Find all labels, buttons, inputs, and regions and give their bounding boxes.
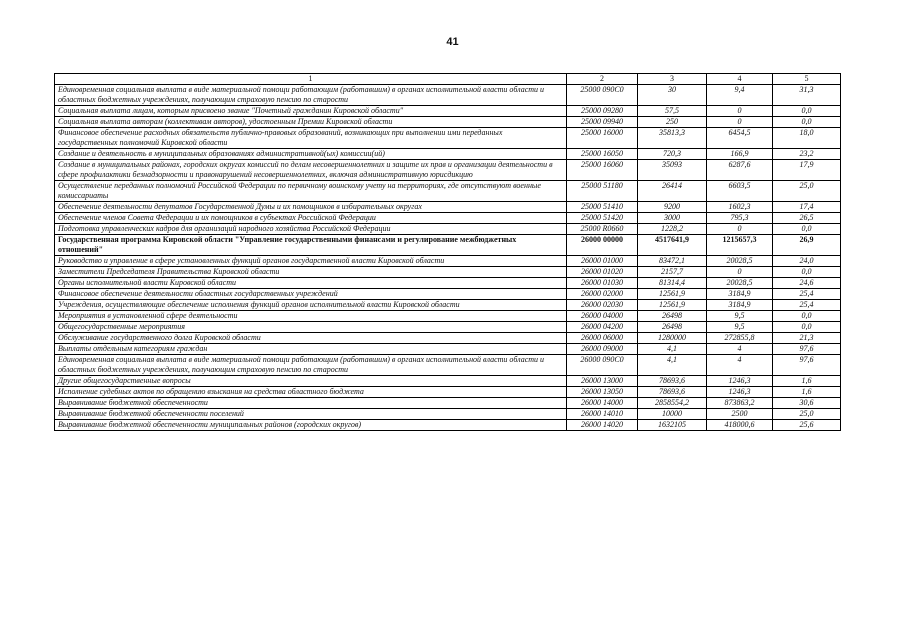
row-value-col4: 1246,3 xyxy=(707,376,773,387)
row-code: 26000 04000 xyxy=(567,311,638,322)
row-value-col4: 795,3 xyxy=(707,213,773,224)
row-name: Обеспечение членов Совета Федерации и их помощников в субъектах Российской Федерации xyxy=(55,213,567,224)
table-row xyxy=(55,300,841,311)
row-value-col5: 97,6 xyxy=(773,355,841,376)
row-code: 26000 13000 xyxy=(567,376,638,387)
row-name: Единовременная социальная выплата в виде материальной помощи работающим (работавшим) в органах исполнительной власти области и областных бюджетных учреждениях, получающим страховую пенсию по старости xyxy=(55,85,567,106)
header-col-2: 2 xyxy=(567,74,638,85)
row-name: Выравнивание бюджетной обеспеченности xyxy=(55,398,567,409)
row-code: 26000 00000 xyxy=(567,235,638,256)
row-value-col3: 10000 xyxy=(638,409,707,420)
row-value-col5: 26,5 xyxy=(773,213,841,224)
header-col-3: 3 xyxy=(638,74,707,85)
header-col-4: 4 xyxy=(707,74,773,85)
table-header-row xyxy=(55,74,841,85)
row-value-col4: 6454,5 xyxy=(707,128,773,149)
row-code: 25000 16000 xyxy=(567,128,638,149)
row-value-col5: 24,0 xyxy=(773,256,841,267)
table-row xyxy=(55,409,841,420)
row-name: Финансовое обеспечение расходных обязательств публично-правовых образований, возникающих при выполнении ими переданных государственных полномочий Кировской области xyxy=(55,128,567,149)
row-name: Создание и деятельность в муниципальных образованиях административной(ых) комиссии(ий) xyxy=(55,149,567,160)
table-row xyxy=(55,235,841,256)
table-row xyxy=(55,160,841,181)
table-row xyxy=(55,278,841,289)
row-value-col4: 20028,5 xyxy=(707,256,773,267)
row-code: 26000 04200 xyxy=(567,322,638,333)
row-value-col4: 9,4 xyxy=(707,85,773,106)
row-name: Финансовое обеспечение деятельности областных государственных учреждений xyxy=(55,289,567,300)
row-value-col3: 26498 xyxy=(638,322,707,333)
row-value-col5: 0,0 xyxy=(773,224,841,235)
row-name: Социальная выплата лицам, которым присвоено звание "Почетный гражданин Кировской области" xyxy=(55,106,567,117)
row-value-col5: 0,0 xyxy=(773,311,841,322)
table-row xyxy=(55,181,841,202)
table-body xyxy=(55,85,841,431)
table-row xyxy=(55,333,841,344)
row-value-col5: 30,6 xyxy=(773,398,841,409)
table-row xyxy=(55,128,841,149)
row-value-col5: 23,2 xyxy=(773,149,841,160)
table-row xyxy=(55,202,841,213)
row-value-col5: 0,0 xyxy=(773,117,841,128)
row-value-col5: 97,6 xyxy=(773,344,841,355)
row-value-col5: 0,0 xyxy=(773,106,841,117)
row-code: 26000 090С0 xyxy=(567,355,638,376)
row-value-col4: 4 xyxy=(707,355,773,376)
row-name: Осуществление переданных полномочий Российской Федерации по первичному воинскому учету на территориях, где отсутствуют военные комиссариаты xyxy=(55,181,567,202)
row-value-col3: 26498 xyxy=(638,311,707,322)
row-value-col3: 4,1 xyxy=(638,344,707,355)
row-value-col5: 17,4 xyxy=(773,202,841,213)
row-value-col3: 35813,3 xyxy=(638,128,707,149)
table-row xyxy=(55,224,841,235)
row-value-col5: 18,0 xyxy=(773,128,841,149)
row-code: 26000 09000 xyxy=(567,344,638,355)
table-row xyxy=(55,149,841,160)
row-value-col4: 873863,2 xyxy=(707,398,773,409)
table-row xyxy=(55,420,841,431)
row-value-col3: 1228,2 xyxy=(638,224,707,235)
row-value-col4: 0 xyxy=(707,224,773,235)
table-row xyxy=(55,355,841,376)
row-value-col3: 78693,6 xyxy=(638,387,707,398)
row-value-col5: 24,6 xyxy=(773,278,841,289)
table-row xyxy=(55,398,841,409)
row-value-col3: 1632105 xyxy=(638,420,707,431)
row-value-col5: 0,0 xyxy=(773,267,841,278)
table-row xyxy=(55,311,841,322)
row-name: Обслуживание государственного долга Кировской области xyxy=(55,333,567,344)
row-value-col4: 0 xyxy=(707,267,773,278)
row-code: 25000 51420 xyxy=(567,213,638,224)
row-value-col4: 4 xyxy=(707,344,773,355)
row-value-col4: 6603,5 xyxy=(707,181,773,202)
row-value-col3: 12561,9 xyxy=(638,300,707,311)
row-value-col5: 25,6 xyxy=(773,420,841,431)
row-value-col3: 35093 xyxy=(638,160,707,181)
row-code: 26000 13050 xyxy=(567,387,638,398)
row-name: Другие общегосударственные вопросы xyxy=(55,376,567,387)
row-value-col3: 3000 xyxy=(638,213,707,224)
row-value-col4: 0 xyxy=(707,106,773,117)
row-name: Руководство и управление в сфере установленных функций органов государственной власти Кировской области xyxy=(55,256,567,267)
row-value-col4: 1215657,3 xyxy=(707,235,773,256)
row-value-col5: 25,4 xyxy=(773,300,841,311)
row-value-col3: 720,3 xyxy=(638,149,707,160)
row-value-col5: 26,9 xyxy=(773,235,841,256)
row-value-col3: 83472,1 xyxy=(638,256,707,267)
row-value-col4: 20028,5 xyxy=(707,278,773,289)
row-name: Заместители Председателя Правительства Кировской области xyxy=(55,267,567,278)
row-value-col4: 272855,8 xyxy=(707,333,773,344)
table-row xyxy=(55,106,841,117)
row-code: 25000 16060 xyxy=(567,160,638,181)
row-name: Государственная программа Кировской области "Управление государственными финансами и регулирование межбюджетных отношений" xyxy=(55,235,567,256)
header-col-1: 1 xyxy=(55,74,567,85)
row-name: Исполнение судебных актов по обращению взыскания на средства областного бюджета xyxy=(55,387,567,398)
row-value-col4: 9,5 xyxy=(707,311,773,322)
row-value-col4: 2500 xyxy=(707,409,773,420)
row-value-col3: 78693,6 xyxy=(638,376,707,387)
row-value-col5: 25,0 xyxy=(773,409,841,420)
table-row xyxy=(55,376,841,387)
row-code: 26000 02000 xyxy=(567,289,638,300)
row-name: Единовременная социальная выплата в виде материальной помощи работающим (работавшим) в органах исполнительной власти области и областных бюджетных учреждениях, получающим страховую пенсию по старости xyxy=(55,355,567,376)
row-value-col5: 0,0 xyxy=(773,322,841,333)
row-value-col3: 12561,9 xyxy=(638,289,707,300)
table-row xyxy=(55,85,841,106)
row-value-col4: 3184,9 xyxy=(707,289,773,300)
row-value-col3: 4,1 xyxy=(638,355,707,376)
row-code: 26000 02030 xyxy=(567,300,638,311)
row-code: 25000 09940 xyxy=(567,117,638,128)
row-name: Учреждения, осуществляющие обеспечение исполнения функций органов исполнительной власти Кировской области xyxy=(55,300,567,311)
row-value-col4: 1246,3 xyxy=(707,387,773,398)
table-row xyxy=(55,117,841,128)
row-name: Подготовка управленческих кадров для организаций народного хозяйства Российской Федерации xyxy=(55,224,567,235)
row-value-col4: 3184,9 xyxy=(707,300,773,311)
row-value-col3: 30 xyxy=(638,85,707,106)
table-row xyxy=(55,267,841,278)
table-row xyxy=(55,344,841,355)
row-value-col5: 21,3 xyxy=(773,333,841,344)
row-value-col5: 25,4 xyxy=(773,289,841,300)
row-value-col5: 1,6 xyxy=(773,387,841,398)
row-value-col4: 9,5 xyxy=(707,322,773,333)
row-value-col3: 4517641,9 xyxy=(638,235,707,256)
row-value-col4: 6287,6 xyxy=(707,160,773,181)
table-row xyxy=(55,256,841,267)
row-name: Выравнивание бюджетной обеспеченности муниципальных районов (городских округов) xyxy=(55,420,567,431)
row-value-col3: 2858554,2 xyxy=(638,398,707,409)
row-value-col4: 0 xyxy=(707,117,773,128)
row-value-col4: 166,9 xyxy=(707,149,773,160)
row-value-col4: 418000,6 xyxy=(707,420,773,431)
row-value-col5: 31,3 xyxy=(773,85,841,106)
budget-table xyxy=(54,73,841,431)
row-name: Создание в муниципальных районах, городских округах комиссий по делам несовершеннолетних и защите их прав и организации деятельности в сфере профилактики безнадзорности и правонарушений несовершеннолетних, включая административную юрисдикцию xyxy=(55,160,567,181)
row-code: 25000 16050 xyxy=(567,149,638,160)
row-code: 26000 01030 xyxy=(567,278,638,289)
row-code: 26000 01020 xyxy=(567,267,638,278)
row-value-col5: 1,6 xyxy=(773,376,841,387)
row-code: 26000 01000 xyxy=(567,256,638,267)
row-name: Социальная выплата авторам (коллективам авторов), удостоенным Премии Кировской области xyxy=(55,117,567,128)
row-code: 25000 R0660 xyxy=(567,224,638,235)
table-row xyxy=(55,322,841,333)
row-name: Общегосударственные мероприятия xyxy=(55,322,567,333)
row-code: 25000 09280 xyxy=(567,106,638,117)
row-value-col3: 250 xyxy=(638,117,707,128)
row-name: Выравнивание бюджетной обеспеченности поселений xyxy=(55,409,567,420)
page-number: 41 xyxy=(446,36,459,48)
row-name: Органы исполнительной власти Кировской области xyxy=(55,278,567,289)
row-code: 25000 090С0 xyxy=(567,85,638,106)
row-value-col3: 2157,7 xyxy=(638,267,707,278)
row-name: Обеспечение деятельности депутатов Государственной Думы и их помощников в избирательных округах xyxy=(55,202,567,213)
row-name: Выплаты отдельным категориям граждан xyxy=(55,344,567,355)
header-col-5: 5 xyxy=(773,74,841,85)
row-code: 26000 14010 xyxy=(567,409,638,420)
row-value-col5: 25,0 xyxy=(773,181,841,202)
row-code: 26000 14020 xyxy=(567,420,638,431)
row-value-col5: 17,9 xyxy=(773,160,841,181)
row-code: 25000 51410 xyxy=(567,202,638,213)
table-row xyxy=(55,387,841,398)
row-value-col3: 9200 xyxy=(638,202,707,213)
row-value-col4: 1602,3 xyxy=(707,202,773,213)
table-row xyxy=(55,289,841,300)
row-code: 26000 06000 xyxy=(567,333,638,344)
row-name: Мероприятия в установленной сфере деятельности xyxy=(55,311,567,322)
table-row xyxy=(55,213,841,224)
row-value-col3: 1280000 xyxy=(638,333,707,344)
row-value-col3: 57,5 xyxy=(638,106,707,117)
row-code: 26000 14000 xyxy=(567,398,638,409)
row-code: 25000 51180 xyxy=(567,181,638,202)
row-value-col3: 26414 xyxy=(638,181,707,202)
row-value-col3: 81314,4 xyxy=(638,278,707,289)
